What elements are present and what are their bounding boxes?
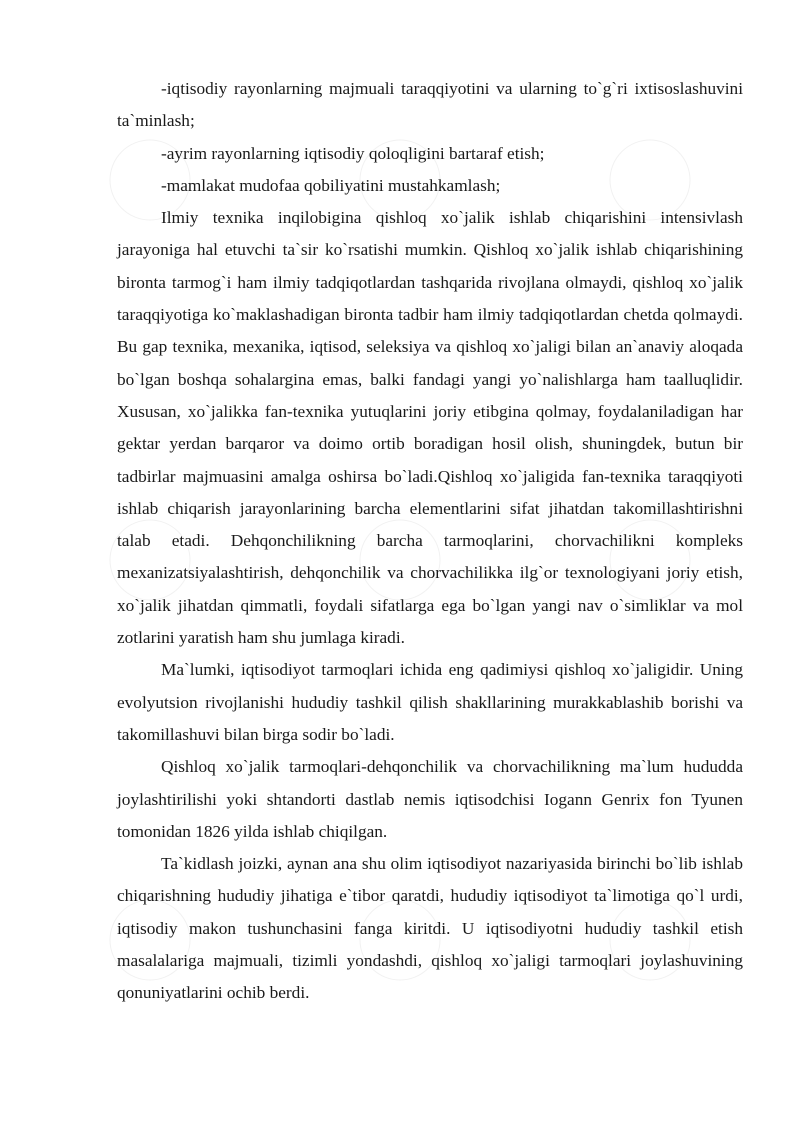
paragraph-agriculture-oldest: Ma`lumki, iqtisodiyot tarmoqlari ichida eng qadimiysi qishloq xo`jaligidir. Uning evolyutsion rivojlanishi hududiy tashkil qilish shakllarining murakkablashib borishi va takomillashuvi bilan birga sodir bo`ladi. [117, 660, 743, 744]
paragraph-list-item-2: -ayrim rayonlarning iqtisodiy qoloqligini bartaraf etish; [161, 143, 545, 163]
paragraph-list-item-3: -mamlakat mudofaa qobiliyatini mustahkamlash; [161, 175, 501, 195]
paragraph-list-item-1: -iqtisodiy rayonlarning majmuali taraqqiyotini va ularning to`g`ri ixtisoslashuvini ta`minlash; [117, 79, 743, 131]
body-text [117, 73, 743, 1010]
paragraph-spatial-economy: Ta`kidlash joizki, aynan ana shu olim iqtisodiyot nazariyasida birinchi bo`lib ishlab chiqarishning hududiy jihatiga e`tibor qaratdi, hududiy iqtisodiyot ta`limotiga qo`l urdi, iqtisodiy makon tushunchasini fanga kiritdi. U iqtisodiyotni hududiy tashkil etish masalalariga majmuali, tizimli yondashdi, qishloq xo`jaligi tarmoqlari joylashuvining qonuniyatlarini ochib berdi. [117, 854, 743, 1003]
paragraph-science-technology: Ilmiy texnika inqilobigina qishloq xo`jalik ishlab chiqarishini intensivlash jarayoniga hal etuvchi ta`sir ko`rsatishi mumkin. Qishloq xo`jalik ishlab chiqarishining bironta tarmog`i ham ilmiy tadqiqotlardan tashqarida rivojlana olmaydi, qishloq xo`jalik taraqqiyotiga ko`maklashadigan bironta tadbir ham ilmiy tadqiqotlardan chetda qolmaydi. Bu gap texnika, mexanika, iqtisod, seleksiya va qishloq xo`jaligi bilan an`anaviy aloqada bo`lgan boshqa sohalargina emas, balki fandagi yangi yo`nalishlarga ham taalluqlidir. Xususan, xo`jalikka fan-texnika yutuqlarini joriy etibgina qolmay, foydalaniladigan har gektar yerdan barqaror va doimo ortib boradigan hosil olish, shuningdek, butun bir tadbirlar majmuasini amalga oshirsa bo`ladi.Qishloq xo`jaligida fan-texnika taraqqiyoti ishlab chiqarish jarayonlarining barcha elementlarini sifat jihatdan takomillashtirishni talab etadi. Dehqonchilikning barcha tarmoqlarini, chorvachilikni kompleks mexanizatsiyalashtirish, dehqonchilik va chorvachilikka ilg`or texnologiyani joriy etish, xo`jalik jihatdan qimmatli, foydali sifatlarga ega bo`lgan yangi nav o`simliklar va mol zotlarini yaratish ham shu jumlaga kiradi. [117, 208, 743, 648]
paragraph-thunen: Qishloq xo`jalik tarmoqlari-dehqonchilik va chorvachilikning ma`lum hududda joylashtirilishi yoki shtandorti dastlab nemis iqtisodchisi Iogann Genrix fon Tyunen tomonidan 1826 yilda ishlab chiqilgan. [117, 757, 743, 841]
